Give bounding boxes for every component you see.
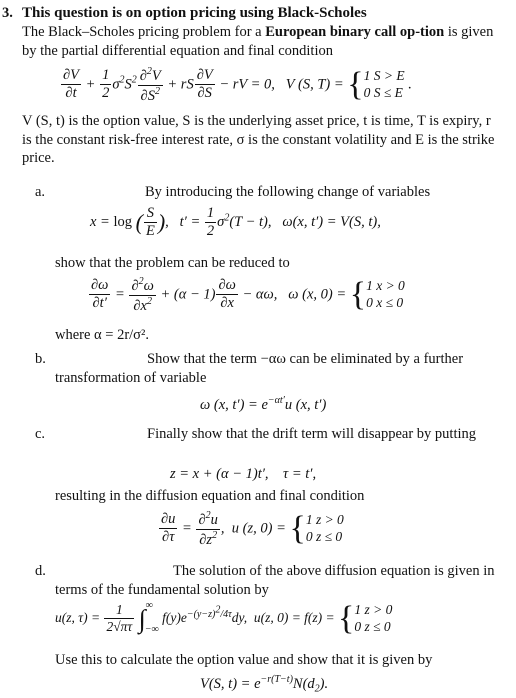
pde-cond-2: 0 S ≤ E [363, 85, 403, 101]
part-c-cond-2: 0 z ≤ 0 [305, 529, 343, 545]
part-a-text2: show that the problem can be reduced to [55, 255, 290, 271]
part-b-text: Show that the term −αω can be eliminated by a further transformation of variable [55, 351, 464, 386]
part-d-text2: Use this to calculate the option value and show that it is given by [55, 652, 433, 668]
fundamental-solution: u(z, τ) = $\frac{1}{2√\pi\tau}$ $\int^\infty_{-\infty}$ $f(y)e^{-(y-z)^2/4\tau}dy$, u(z, 0) = f(z) = { 1 z > 0 0 z ≤ 0 [55, 599, 393, 637]
reduced-pde: $\frac{\partial\omega}{\partial t'}$ = $\frac{\partial^2\omega}{\partial x^2}$ + (α − 1) $\frac{\partial\omega}{\partial x}$ − αω, ω (x, 0) = { 1 x > 0 0 x ≤ 0 [91, 276, 405, 314]
question-description: V (S, t) is the option value, S is the underlying asset price, t is time, T is expiry, r is the constant risk-free interest rate, σ is the constant volatility and E is the strike price. [22, 113, 495, 167]
part-b-label: b. [35, 351, 46, 367]
part-d-cond-2: 0 z ≤ 0 [354, 618, 391, 634]
question-number: 3. [2, 5, 13, 21]
part-a-text: By introducing the following change of variables [145, 184, 431, 200]
part-a-label: a. [35, 184, 46, 200]
part-a-cond-2: 0 x ≤ 0 [366, 295, 404, 311]
part-c-label: c. [35, 426, 46, 442]
drift-substitution: z = x + (α − 1)t′, τ = t′, [170, 466, 317, 482]
omega-transform: ω (x, $t') = e^{-\alpha t'}u$ (x, t′) [200, 395, 327, 413]
part-a-cond-1: 1 x > 0 [366, 278, 405, 294]
question-title: This question is on option pricing using Black-Scholes [22, 5, 367, 21]
change-of-variables: x = log ( $\frac{S}{E}$ ), t′ = $\frac{1}{2}$ $\sigma^2(T - t)$, ω(x, t′) = V(S, t), [90, 205, 381, 239]
part-d-cond-1: 1 z > 0 [354, 602, 393, 618]
intro-bold: European binary call op-tion [265, 24, 445, 40]
part-c-text2: resulting in the diffusion equation and final condition [55, 488, 365, 504]
pde-cond-1: 1 S > E [363, 68, 405, 84]
part-a-where: where α = 2r/σ². [55, 327, 149, 343]
intro-pre: The Black–Scholes pricing problem for a [22, 24, 266, 40]
part-d-label: d. [35, 563, 46, 579]
black-scholes-pde: $\frac{\partial V}{\partial t}$ + $\frac{1}{2}$ $\sigma^2S^2$ $\frac{\partial^2V}{\partial S^2}$ + rS $\frac{\partial V}{\partial S}$ − rV = 0, V (S, T) = { 1 S > E 0 S ≤ E . [63, 66, 412, 104]
intro-post: is given by the partial differential equation and final condition [22, 24, 494, 59]
part-c-text: Finally show that the drift term will disappear by putting [147, 426, 477, 442]
diffusion-equation: $\frac{\partial u}{\partial\tau}$ = $\frac{\partial^2u}{\partial z^2}$ , u (z, 0) = { 1 z > 0 0 z ≤ 0 [161, 510, 344, 548]
part-d-text: The solution of the above diffusion equation is given in terms of the fundamental solution by [55, 563, 495, 598]
part-c-cond-1: 1 z > 0 [305, 512, 344, 528]
option-value-formula: V(S, $t) = e^{-r(T-t)}N(d_2)$. [200, 674, 329, 695]
question-intro [22, 23, 500, 60]
